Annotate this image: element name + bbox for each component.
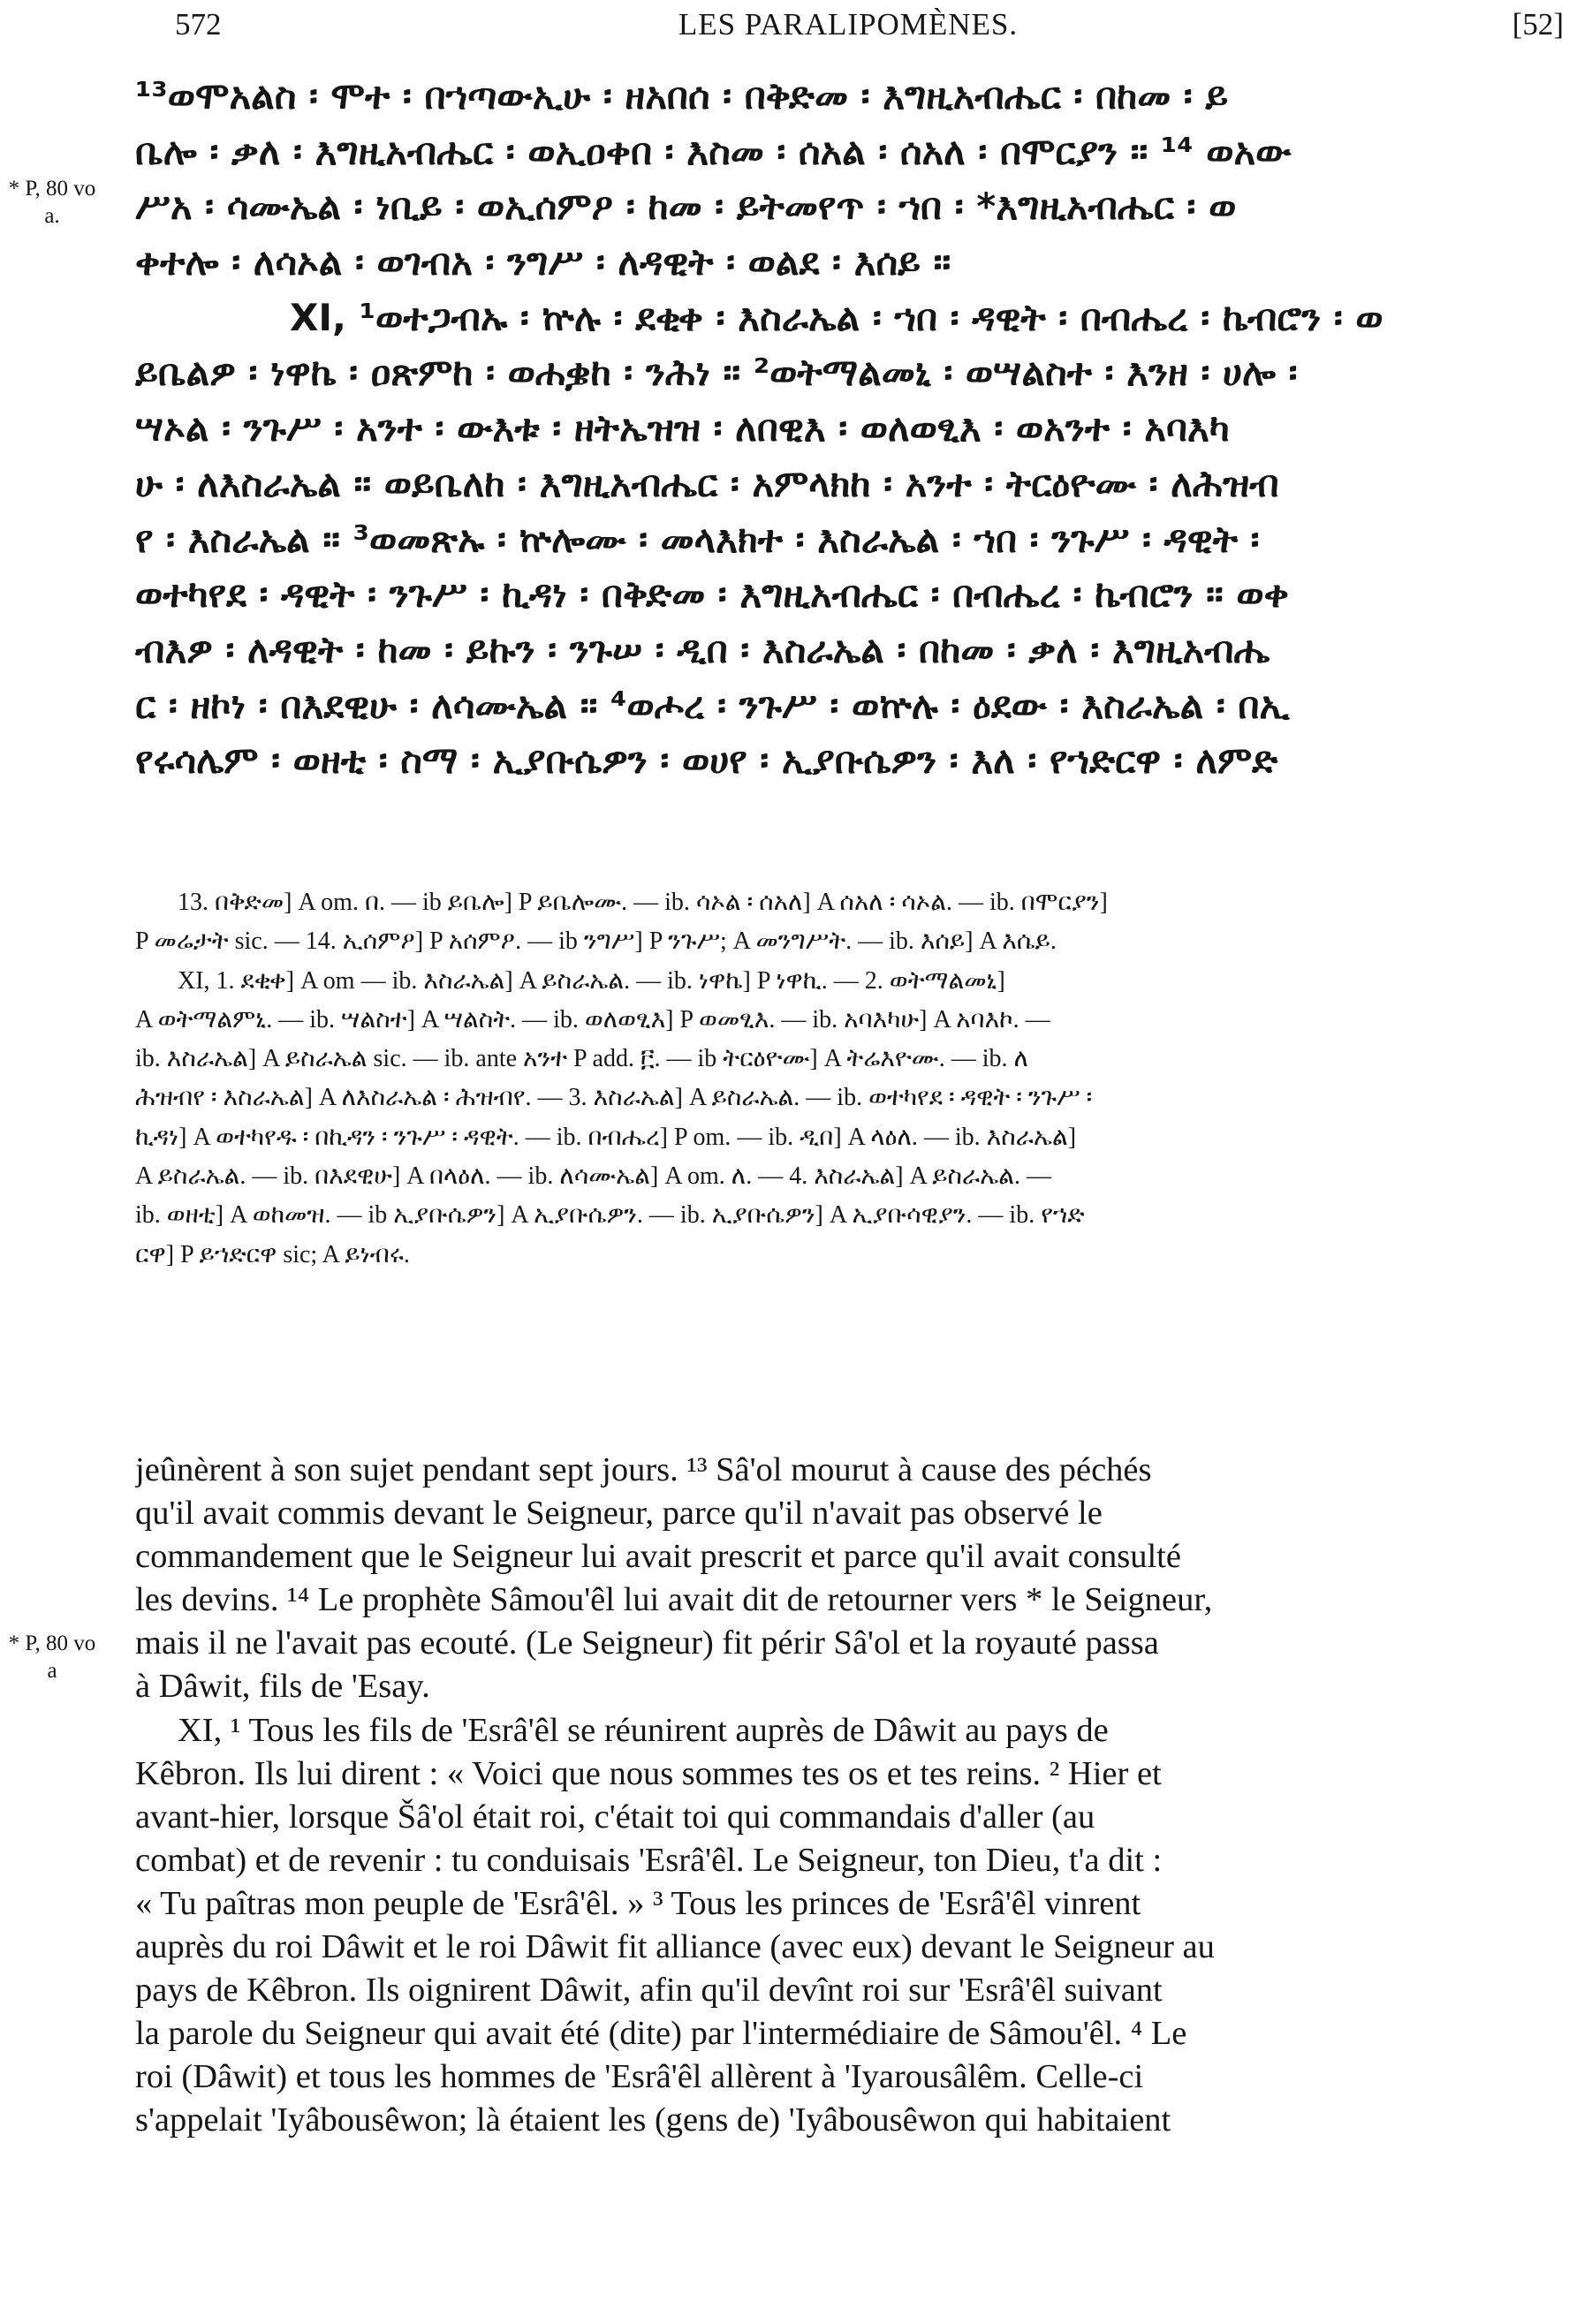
french-line: à Dâwit, fils de 'Esay. <box>135 1668 430 1706</box>
french-line: avant-hier, lorsque Šâ'ol était roi, c'était toi qui commandais d'aller (au <box>135 1798 1095 1836</box>
apparatus-line: ib. እስራኤል] A ይስራኤል sic. — ib. ante አንተ P add. ፫. — ib ትርዕዮሙ] A ትሬእዮሙ. — ib. ለ <box>135 1045 1028 1073</box>
critical-apparatus <box>135 883 1559 1275</box>
apparatus-line: A ይስራኤል. — ib. በእደዊሁ] A በላዕለ. — ib. ለሳሙኤል] A om. ለ. — 4. እስራኤል] A ይስራኤል. — <box>135 1162 1051 1191</box>
apparatus-line: ርዋ] P ይኀድርዋ sic; A ይነብሩ. <box>135 1240 410 1268</box>
apparatus-line: ሕዝብየ ፡ እስራኤል] A ለእስራኤል ፡ ሕዝብየ. — 3. እስራኤል] A ይስራኤል. — ib. ወተካየደ ፡ ዳዊት ፡ ንጉሥ ፡ <box>135 1084 1093 1112</box>
french-translation <box>135 1449 1559 2143</box>
french-line: Kêbron. Ils lui dirent : « Voici que nous sommes tes os et tes reins. ² Hier et <box>135 1754 1162 1792</box>
section-number: [52] <box>1512 7 1564 42</box>
ethiopic-line: ይቤልዎ ፡ ነዋኬ ፡ ዐጽምከ ፡ ወሐቌከ ፡ ንሕነ ። ²ወትማልመኒ ፡ ወሣልስተ ፡ እንዘ ፡ ሀሎ ፡ <box>135 351 1298 395</box>
apparatus-line: ኪዳነ] A ወተካየዱ ፡ በኪዳን ፡ ንጉሥ ፡ ዳዊት. — ib. በብሔረ] P om. — ib. ዲበ] A ላዕለ. — ib. እስራኤል] <box>135 1123 1077 1151</box>
margin-note-ethiopic: * P, 80 vo a. <box>8 177 96 228</box>
page-header <box>133 7 1564 51</box>
running-title: LES PARALIPOMÈNES. <box>678 7 1019 42</box>
french-line: « Tu paîtras mon peuple de 'Esrâ'êl. » ³ Tous les princes de 'Esrâ'êl vinrent <box>135 1884 1141 1922</box>
french-line: s'appelait 'Iyâbousêwon; là étaient les (gens de) 'Iyâbousêwon qui habitaient <box>135 2101 1171 2139</box>
apparatus-line: A ወትማልምኒ. — ib. ሣልስተ] A ሣልስት. — ib. ወለወፂእ] P ወመፂእ. — ib. አባእካሁ] A አባእኮ. — <box>135 1005 1050 1033</box>
french-line: auprès du roi Dâwit et le roi Dâwit fit alliance (avec eux) devant le Seigneur au <box>135 1928 1215 1966</box>
french-line: XI, ¹ Tous les fils de 'Esrâ'êl se réunirent auprès de Dâwit au pays de <box>178 1711 1109 1749</box>
ethiopic-line: ወተካየደ ፡ ዳዊት ፡ ንጉሥ ፡ ኪዳነ ፡ በቅድመ ፡ እግዚአብሔር ፡ በብሔረ ፡ ኬብሮን ። ወቀ <box>135 572 1289 617</box>
ethiopic-text-block <box>135 69 1559 789</box>
french-line: qu'il avait commis devant le Seigneur, parce qu'il n'avait pas observé le <box>135 1495 1103 1533</box>
ethiopic-line: ሥአ ፡ ሳሙኤል ፡ ነቢይ ፡ ወኢሰምዖ ፡ ከመ ፡ ይትመየጥ ፡ ኀበ ፡ *እግዚአብሔር ፡ ወ <box>135 185 1237 229</box>
french-line: les devins. ¹⁴ Le prophète Sâmou'êl lui avait dit de retourner vers * le Seigneur, <box>135 1581 1213 1619</box>
apparatus-line: XI, 1. ደቂቀ] A om — ib. እስራኤል] A ይስራኤል. — ib. ነዋኬ] P ነዋኪ. — 2. ወትማልመኒ] <box>178 966 1005 995</box>
ethiopic-line: ቤሎ ፡ ቃለ ፡ እግዚአብሔር ፡ ወኢዐቀበ ፡ እስመ ፡ ሰአል ፡ ሰአለ ፡ በሞርያን ። ¹⁴ ወአው <box>135 129 1292 173</box>
french-line: mais il ne l'avait pas ecouté. (Le Seigneur) fit périr Sâ'ol et la royauté passa <box>135 1624 1159 1662</box>
page-number: 572 <box>175 7 222 42</box>
ethiopic-line: ር ፡ ዘኮነ ፡ በእደዊሁ ፡ ለሳሙኤል ። ⁴ወሖረ ፡ ንጉሥ ፡ ወኵሉ ፡ ዕደው ፡ እስራኤል ፡ በኢ <box>135 683 1290 727</box>
ethiopic-line: የ ፡ እስራኤል ። ³ወመጽኡ ፡ ኵሎሙ ፡ መላእክተ ፡ እስራኤል ፡ ኀበ ፡ ንጉሥ ፡ ዳዊት ፡ <box>135 517 1260 561</box>
french-line: jeûnèrent à son sujet pendant sept jours. ¹³ Sâ'ol mourut à cause des péchés <box>135 1451 1152 1488</box>
ethiopic-line: ቀተሎ ፡ ለሳኦል ፡ ወገብአ ፡ ንግሥ ፡ ለዳዊት ፡ ወልደ ፡ እሰይ ። <box>135 240 951 284</box>
french-line: pays de Kêbron. Ils oignirent Dâwit, afin qu'il devînt roi sur 'Esrâ'êl suivant <box>135 1972 1163 2010</box>
apparatus-line: P መሬታት sic. — 14. ኢሰምዖ] P አሰምዖ. — ib ንግሥ] P ንጉሥ; A መንግሥት. — ib. እሰይ] A እሴይ. <box>135 927 1057 956</box>
apparatus-line: 13. በቅድመ] A om. በ. — ib ይቤሎ] P ይቤሎሙ. — ib. ሳኦል ፡ ሰአለ] A ሰአለ ፡ ሳኦል. — ib. በሞርያን] <box>178 889 1108 916</box>
ethiopic-line: ብእዎ ፡ ለዳዊት ፡ ከመ ፡ ይኩን ፡ ንጉሠ ፡ ዲበ ፡ እስራኤል ፡ በከመ ፡ ቃለ ፡ እግዚአብሔ <box>135 627 1270 671</box>
ethiopic-line: XI, ¹ወተጋብኡ ፡ ኵሉ ፡ ደቂቀ ፡ እስራኤል ፡ ኀበ ፡ ዳዊት ፡ በብሔረ ፡ ኬብሮን ፡ ወ <box>290 295 1383 339</box>
ethiopic-line: ሣኦል ፡ ንጉሥ ፡ አንተ ፡ ውእቱ ፡ ዘትኤዝዝ ፡ ለበዊእ ፡ ወለወፂእ ፡ ወአንተ ፡ አባእካ <box>135 406 1230 450</box>
french-line: commandement que le Seigneur lui avait prescrit et parce qu'il avait consulté <box>135 1538 1181 1576</box>
ethiopic-line: ¹³ወሞአልስ ፡ ሞተ ፡ በኀጣውኢሁ ፡ ዘአበሰ ፡ በቅድመ ፡ እግዚአብሔር ፡ በከመ ፡ ይ <box>135 74 1229 117</box>
french-line: roi (Dâwit) et tous les hommes de 'Esrâ'êl allèrent à 'Iyarousâlêm. Celle-ci <box>135 2058 1144 2096</box>
apparatus-line: ib. ወዘቲ] A ወከመዝ. — ib ኢያቡሴዎን] A ኢያቡሴዎን. — ib. ኢያቡሴዎን] A ኢያቡሳዊያን. — ib. የኀድ <box>135 1201 1085 1230</box>
ethiopic-line: የሩሳሌም ፡ ወዘቲ ፡ ስማ ፡ ኢያቡሴዎን ፡ ወሀየ ፡ ኢያቡሴዎን ፡ እለ ፡ የኀድርዋ ፡ ለምድ <box>135 738 1278 783</box>
french-line: combat) et de revenir : tu conduisais 'Esrâ'êl. Le Seigneur, ton Dieu, t'a dit : <box>135 1841 1163 1879</box>
french-line: la parole du Seigneur qui avait été (dite) par l'intermédiaire de Sâmou'êl. ⁴ Le <box>135 2015 1187 2053</box>
ethiopic-line: ሁ ፡ ለእስራኤል ። ወይቤለከ ፡ እግዚአብሔር ፡ አምላክከ ፡ አንተ ፡ ትርዕዮሙ ፡ ለሕዝብ <box>135 461 1279 505</box>
margin-note-french: * P, 80 vo a <box>8 1631 96 1683</box>
